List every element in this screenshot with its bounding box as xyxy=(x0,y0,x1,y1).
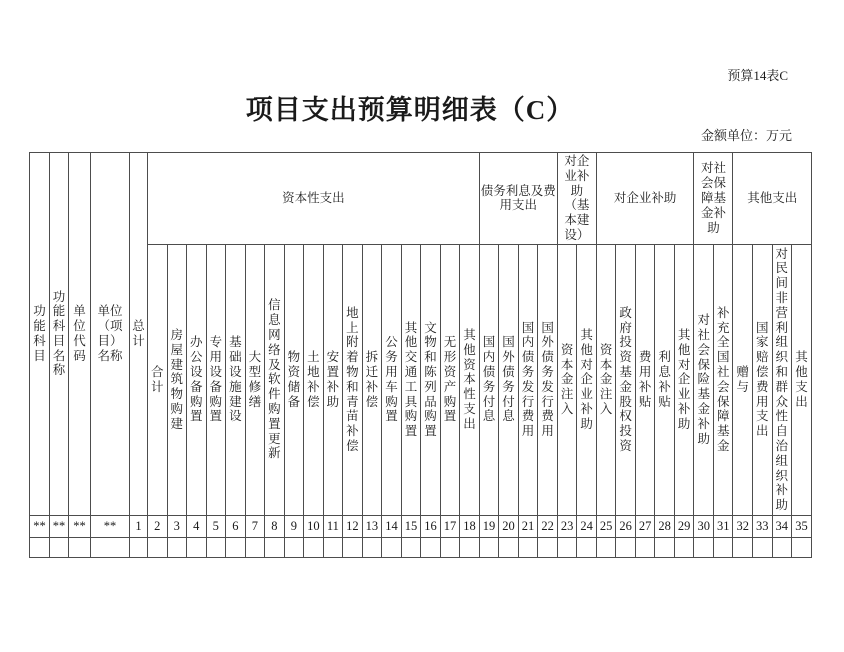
column-header: 费用补贴 xyxy=(635,244,655,515)
fixed-column-header: 功能科目 xyxy=(30,153,50,516)
column-code-cell: 20 xyxy=(499,515,519,537)
column-code-cell: 32 xyxy=(733,515,753,537)
column-header: 合计 xyxy=(148,244,168,515)
column-group-header: 对企业补助（基本建设） xyxy=(557,153,596,245)
column-group-header: 对社会保障基金补助 xyxy=(694,153,733,245)
column-code-cell: 15 xyxy=(401,515,421,537)
column-code-cell: 28 xyxy=(655,515,675,537)
column-header: 国家赔偿费用支出 xyxy=(752,244,772,515)
column-header: 大型修缮 xyxy=(245,244,265,515)
data-cell xyxy=(284,537,304,557)
column-code-cell: 4 xyxy=(187,515,207,537)
amount-unit-note: 金额单位：万元 xyxy=(700,128,792,143)
column-code-cell: 33 xyxy=(752,515,772,537)
data-cell xyxy=(323,537,343,557)
column-code-cell: 11 xyxy=(323,515,343,537)
column-header: 安置补助 xyxy=(323,244,343,515)
data-cell xyxy=(635,537,655,557)
column-header: 房屋建筑物购建 xyxy=(167,244,187,515)
header-row-columns xyxy=(30,244,812,515)
column-header: 公务用车购置 xyxy=(382,244,402,515)
fixed-column-header: 单位代码 xyxy=(69,153,91,516)
data-cell xyxy=(596,537,616,557)
data-cell xyxy=(401,537,421,557)
column-header: 无形资产购置 xyxy=(440,244,460,515)
page-title: 项目支出预算明细表（C） xyxy=(245,95,575,125)
column-code-cell: 10 xyxy=(304,515,324,537)
column-code-cell: 8 xyxy=(265,515,285,537)
column-header: 其他对企业补助 xyxy=(577,244,597,515)
column-code-cell: ** xyxy=(69,515,91,537)
column-header: 国外债务付息 xyxy=(499,244,519,515)
column-code-cell: 27 xyxy=(635,515,655,537)
column-header: 文物和陈列品购置 xyxy=(421,244,441,515)
data-cell xyxy=(187,537,207,557)
column-header: 专用设备购置 xyxy=(206,244,226,515)
data-cell xyxy=(30,537,50,557)
column-code-cell: 16 xyxy=(421,515,441,537)
column-code-cell: 7 xyxy=(245,515,265,537)
data-cell xyxy=(91,537,130,557)
column-code-cell: 1 xyxy=(130,515,148,537)
data-cell xyxy=(752,537,772,557)
column-header: 对社会保险基金补助 xyxy=(694,244,714,515)
data-cell xyxy=(50,537,69,557)
data-cell xyxy=(499,537,519,557)
column-header: 国内债务付息 xyxy=(479,244,499,515)
column-group-header: 债务利息及费用支出 xyxy=(479,153,557,245)
data-cell xyxy=(148,537,168,557)
data-cell xyxy=(362,537,382,557)
data-cell xyxy=(655,537,675,557)
fixed-column-header: 总计 xyxy=(130,153,148,516)
data-cell xyxy=(167,537,187,557)
column-header: 地上附着物和青苗补偿 xyxy=(343,244,363,515)
column-header: 政府投资基金股权投资 xyxy=(616,244,636,515)
data-cell xyxy=(577,537,597,557)
data-cell xyxy=(792,537,812,557)
column-code-cell: 19 xyxy=(479,515,499,537)
data-cell xyxy=(69,537,91,557)
budget-table xyxy=(29,152,812,558)
data-cell xyxy=(616,537,636,557)
column-group-header: 资本性支出 xyxy=(148,153,480,245)
column-header: 土地补偿 xyxy=(304,244,324,515)
column-header: 国外债务发行费用 xyxy=(538,244,558,515)
column-code-cell: 13 xyxy=(362,515,382,537)
column-header: 其他交通工具购置 xyxy=(401,244,421,515)
header-row-groups xyxy=(30,153,812,245)
data-cell xyxy=(460,537,480,557)
column-code-cell: 9 xyxy=(284,515,304,537)
column-header: 利息补贴 xyxy=(655,244,675,515)
column-header: 其他对企业补助 xyxy=(674,244,694,515)
column-header: 对民间非营利组织和群众性自治组织补助 xyxy=(772,244,792,515)
column-header: 办公设备购置 xyxy=(187,244,207,515)
data-cell xyxy=(130,537,148,557)
data-cell xyxy=(382,537,402,557)
column-code-cell: 26 xyxy=(616,515,636,537)
column-header: 补充全国社会保障基金 xyxy=(713,244,733,515)
data-cell xyxy=(557,537,577,557)
data-cell xyxy=(772,537,792,557)
column-code-cell: ** xyxy=(50,515,69,537)
column-code-cell: 12 xyxy=(343,515,363,537)
data-cell xyxy=(245,537,265,557)
column-code-cell: 31 xyxy=(713,515,733,537)
table-head xyxy=(30,153,812,516)
column-header: 国内债务发行费用 xyxy=(518,244,538,515)
column-code-cell: 2 xyxy=(148,515,168,537)
column-header: 资本金注入 xyxy=(596,244,616,515)
data-cell xyxy=(694,537,714,557)
data-cell xyxy=(713,537,733,557)
column-group-header: 其他支出 xyxy=(733,153,812,245)
column-code-cell: 24 xyxy=(577,515,597,537)
data-cell xyxy=(440,537,460,557)
data-cell xyxy=(343,537,363,557)
column-code-cell: 5 xyxy=(206,515,226,537)
data-cell xyxy=(733,537,753,557)
column-code-cell: 30 xyxy=(694,515,714,537)
data-cell xyxy=(518,537,538,557)
column-code-cell: 23 xyxy=(557,515,577,537)
column-code-cell: 18 xyxy=(460,515,480,537)
column-code-cell: 35 xyxy=(792,515,812,537)
column-code-cell: 34 xyxy=(772,515,792,537)
column-header: 拆迁补偿 xyxy=(362,244,382,515)
data-cell xyxy=(226,537,246,557)
column-header: 信息网络及软件购置更新 xyxy=(265,244,285,515)
column-header: 基础设施建设 xyxy=(226,244,246,515)
column-header: 其他支出 xyxy=(792,244,812,515)
data-cell xyxy=(421,537,441,557)
column-code-cell: 14 xyxy=(382,515,402,537)
data-cell xyxy=(674,537,694,557)
data-cell xyxy=(304,537,324,557)
column-code-cell: 17 xyxy=(440,515,460,537)
column-header: 资本金注入 xyxy=(557,244,577,515)
fixed-column-header: 单位（项目）名称 xyxy=(91,153,130,516)
column-group-header: 对企业补助 xyxy=(596,153,694,245)
data-cell xyxy=(206,537,226,557)
column-code-row xyxy=(30,515,812,537)
column-code-cell: 3 xyxy=(167,515,187,537)
form-number-label: 预算14表C xyxy=(727,68,788,83)
column-code-cell: 6 xyxy=(226,515,246,537)
column-header: 赠与 xyxy=(733,244,753,515)
fixed-column-header: 功能科目名称 xyxy=(50,153,69,516)
column-code-cell: 22 xyxy=(538,515,558,537)
column-code-cell: 21 xyxy=(518,515,538,537)
data-row xyxy=(30,537,812,557)
column-header: 物资储备 xyxy=(284,244,304,515)
column-code-cell: ** xyxy=(91,515,130,537)
data-cell xyxy=(479,537,499,557)
column-header: 其他资本性支出 xyxy=(460,244,480,515)
table-body xyxy=(30,515,812,557)
data-cell xyxy=(265,537,285,557)
column-code-cell: 29 xyxy=(674,515,694,537)
column-code-cell: 25 xyxy=(596,515,616,537)
column-code-cell: ** xyxy=(30,515,50,537)
data-cell xyxy=(538,537,558,557)
